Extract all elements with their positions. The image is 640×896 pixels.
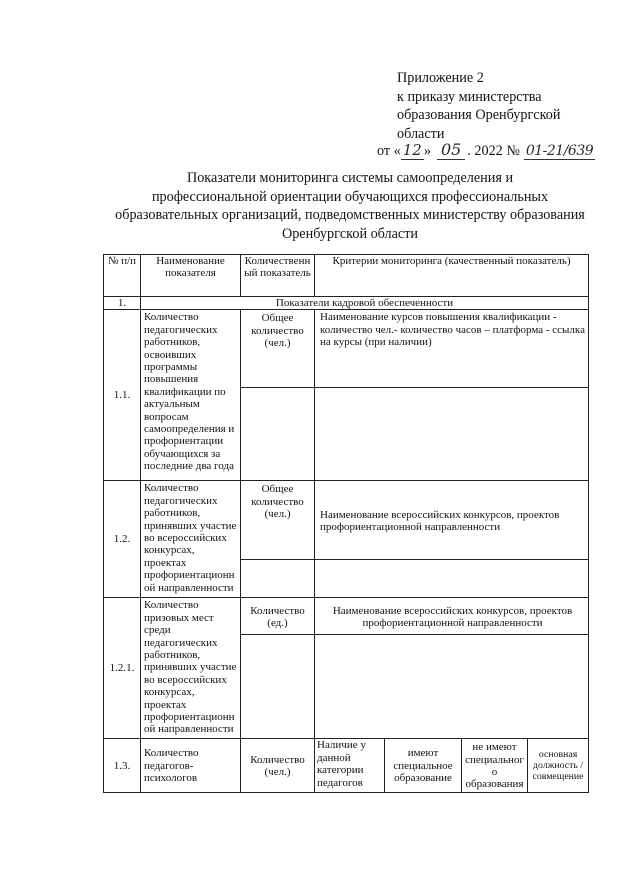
row-indicator: Количество педагогических работников, принявших участие во всероссийских конкурсах, проектах профориентационной направленности bbox=[141, 481, 241, 598]
row-criteria: Наименование курсов повышения квалификации - количество чел.- количество часов – платформа - ссылка на курсы (при наличии) bbox=[315, 310, 589, 388]
row-num: 1.1. bbox=[104, 310, 141, 481]
handwritten-month: 05 bbox=[437, 140, 465, 160]
title-line-3: образовательных организаций, подведомственных министерству образования bbox=[115, 207, 585, 224]
row-quantity: Общее количество (чел.) bbox=[241, 310, 315, 388]
section-row bbox=[104, 297, 589, 310]
appendix-block bbox=[397, 69, 560, 143]
row-quantity: Общее количество (чел.) bbox=[241, 481, 315, 560]
header-quantity: Количественный показатель bbox=[241, 255, 315, 297]
table-row bbox=[104, 310, 589, 388]
appendix-order-ref: к приказу министерства bbox=[397, 88, 542, 105]
title-line-1: Показатели мониторинга системы самоопределения и bbox=[186, 170, 514, 186]
monitoring-table bbox=[103, 254, 589, 793]
row-quantity: Количество (чел.) bbox=[241, 739, 315, 793]
blank-quantity-cell bbox=[241, 560, 315, 598]
date-day-close: » bbox=[423, 143, 431, 159]
criteria-availability: Наличие у данной категории педагогов bbox=[315, 739, 385, 793]
blank-quantity-cell bbox=[241, 635, 315, 739]
row-criteria: Наименование всероссийских конкурсов, проектов профориентационной направленности bbox=[315, 598, 589, 635]
header-indicator: Наименование показателя bbox=[141, 255, 241, 297]
criteria-has-education: имеют специальное образование bbox=[385, 739, 462, 793]
row-num: 1.3. bbox=[104, 739, 141, 793]
blank-criteria-cell bbox=[315, 635, 589, 739]
section-label: Показатели кадровой обеспеченности bbox=[141, 297, 589, 310]
row-indicator: Количество педагогов-психологов bbox=[141, 739, 241, 793]
document-title bbox=[108, 169, 592, 243]
appendix-ministry: образования Оренбургской bbox=[397, 107, 561, 123]
blank-criteria-cell bbox=[315, 560, 589, 598]
row-num: 1.2.1. bbox=[104, 598, 141, 739]
blank-criteria-cell bbox=[315, 388, 589, 481]
order-date-line bbox=[377, 141, 595, 161]
title-line-2: профессиональной ориентации обучающихся профессиональных bbox=[151, 188, 549, 205]
appendix-region: области bbox=[397, 125, 445, 142]
header-criteria: Критерии мониторинга (качественный показатель) bbox=[315, 255, 589, 297]
row-num: 1.2. bbox=[104, 481, 141, 598]
row-indicator: Количество призовых мест среди педагогических работников, принявших участие во всероссийских конкурсах, проектах профориентационной направленности bbox=[141, 598, 241, 739]
criteria-position-type: основная должность / совмещение bbox=[528, 739, 589, 793]
table-row bbox=[104, 739, 589, 793]
blank-quantity-cell bbox=[241, 388, 315, 481]
section-num: 1. bbox=[104, 297, 141, 310]
row-criteria: Наименование всероссийских конкурсов, проектов профориентационной направленности bbox=[315, 481, 589, 560]
table-header-row bbox=[104, 255, 589, 297]
table-row bbox=[104, 598, 589, 635]
header-num: № п/п bbox=[104, 255, 141, 297]
table-row bbox=[104, 481, 589, 560]
appendix-title: Приложение 2 bbox=[397, 70, 484, 86]
date-prefix: от « bbox=[377, 143, 401, 159]
title-line-4: Оренбургской области bbox=[281, 225, 419, 242]
criteria-no-education: не имеют специального образования bbox=[462, 739, 528, 793]
row-indicator: Количество педагогических работников, освоивших программы повышения квалификации по актуальным вопросам самоопределения и профориентации обучающихся за последние два года bbox=[141, 310, 241, 481]
handwritten-order-number: 01-21/639 bbox=[525, 143, 594, 159]
row-quantity: Количество (ед.) bbox=[241, 598, 315, 635]
date-year: . 2022 № bbox=[467, 143, 520, 159]
handwritten-day: 12 bbox=[402, 141, 422, 159]
